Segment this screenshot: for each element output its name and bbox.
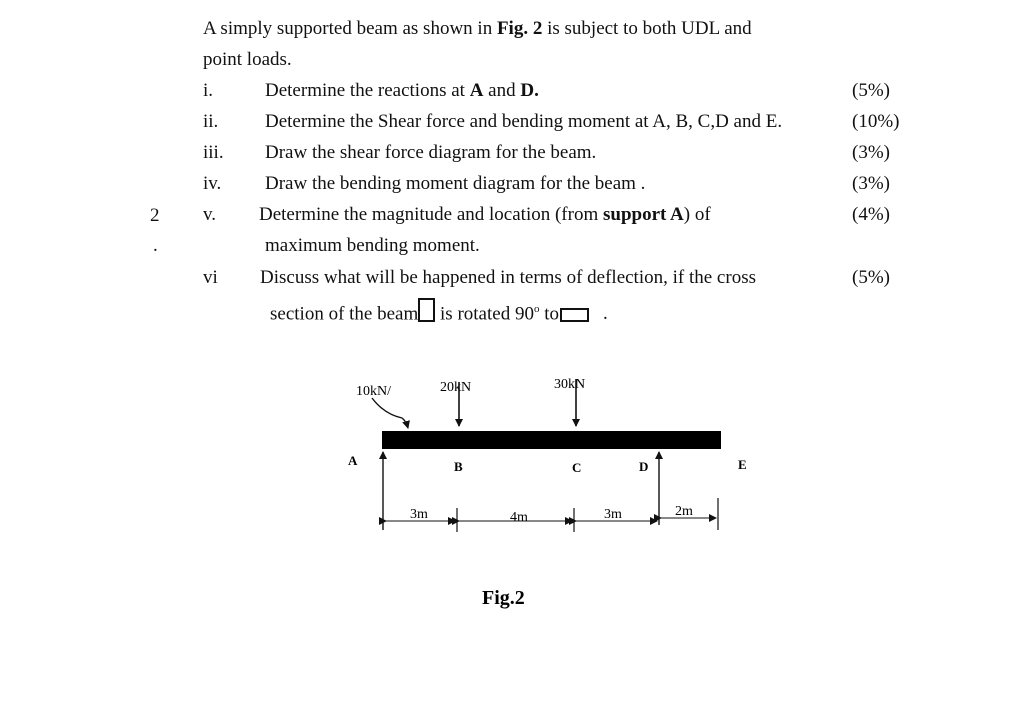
item-v-marks: (4%) [852, 204, 890, 225]
item-vi-roman: vi [203, 267, 218, 288]
item-vi-cont-b: is rotated 90 [435, 303, 534, 325]
udl-curved-arrow [372, 398, 408, 428]
figure-caption: Fig.2 [482, 587, 525, 609]
item-ii-marks: (10%) [852, 111, 900, 132]
intro-text-end: is subject to both UDL and [542, 18, 752, 39]
item-iii-marks: (3%) [852, 142, 890, 163]
item-vi-text: Discuss what will be happened in terms of deflection, if the cross [260, 267, 756, 288]
item-i-text-c: and [483, 80, 521, 101]
intro-line-2: point loads. [203, 49, 292, 70]
dim-label-de: 2m [675, 504, 693, 519]
item-iv-marks: (3%) [852, 173, 890, 194]
item-vi-cont-end: . [602, 303, 608, 325]
item-i-marks: (5%) [852, 80, 890, 101]
dim-label-bc: 4m [510, 510, 528, 525]
item-i-text-a: Determine the reactions at [265, 80, 470, 101]
item-v-text-a: Determine the magnitude and location (from [259, 204, 603, 225]
item-iii-text: Draw the shear force diagram for the beam. [265, 142, 597, 163]
point-e-label: E [738, 457, 747, 472]
dim-label-cd: 3m [604, 507, 622, 522]
item-ii-roman: ii. [203, 111, 219, 132]
item-i-text-d: D. [520, 80, 539, 101]
dim-label-ab: 3m [410, 507, 428, 522]
question-number: 2 [150, 205, 160, 226]
load-c-label: 30kN [554, 377, 586, 392]
item-iv-text: Draw the bending moment diagram for the beam . [265, 173, 646, 194]
item-v-text-b: support A [603, 204, 684, 225]
item-v-roman: v. [203, 204, 217, 225]
load-b-label: 20kN [440, 380, 472, 395]
item-vi-cont-a: section of the beam [270, 303, 419, 325]
item-vi-cont-c: to [539, 303, 559, 325]
point-d-label: D [639, 459, 649, 474]
item-v-text-c: ) of [683, 204, 711, 225]
item-iv-roman: iv. [203, 173, 222, 194]
point-b-label: B [454, 459, 463, 474]
udl-label: 10kN/ [356, 384, 391, 399]
item-vi-marks: (5%) [852, 267, 890, 288]
item-i-text-b: A [469, 80, 484, 101]
item-i-roman: i. [203, 80, 214, 101]
point-a-label: A [348, 453, 358, 468]
intro-text: A simply supported beam as shown in [203, 18, 497, 39]
fig-reference: Fig. 2 [496, 18, 543, 39]
margin-dot: . [153, 235, 158, 256]
item-v-text-cont: maximum bending moment. [265, 235, 480, 256]
beam [382, 431, 721, 449]
degree-symbol: o [533, 303, 540, 315]
item-iii-roman: iii. [203, 142, 224, 163]
point-c-label: C [572, 460, 582, 475]
item-ii-text: Determine the Shear force and bending moment at A, B, C,D and E. [265, 111, 783, 132]
